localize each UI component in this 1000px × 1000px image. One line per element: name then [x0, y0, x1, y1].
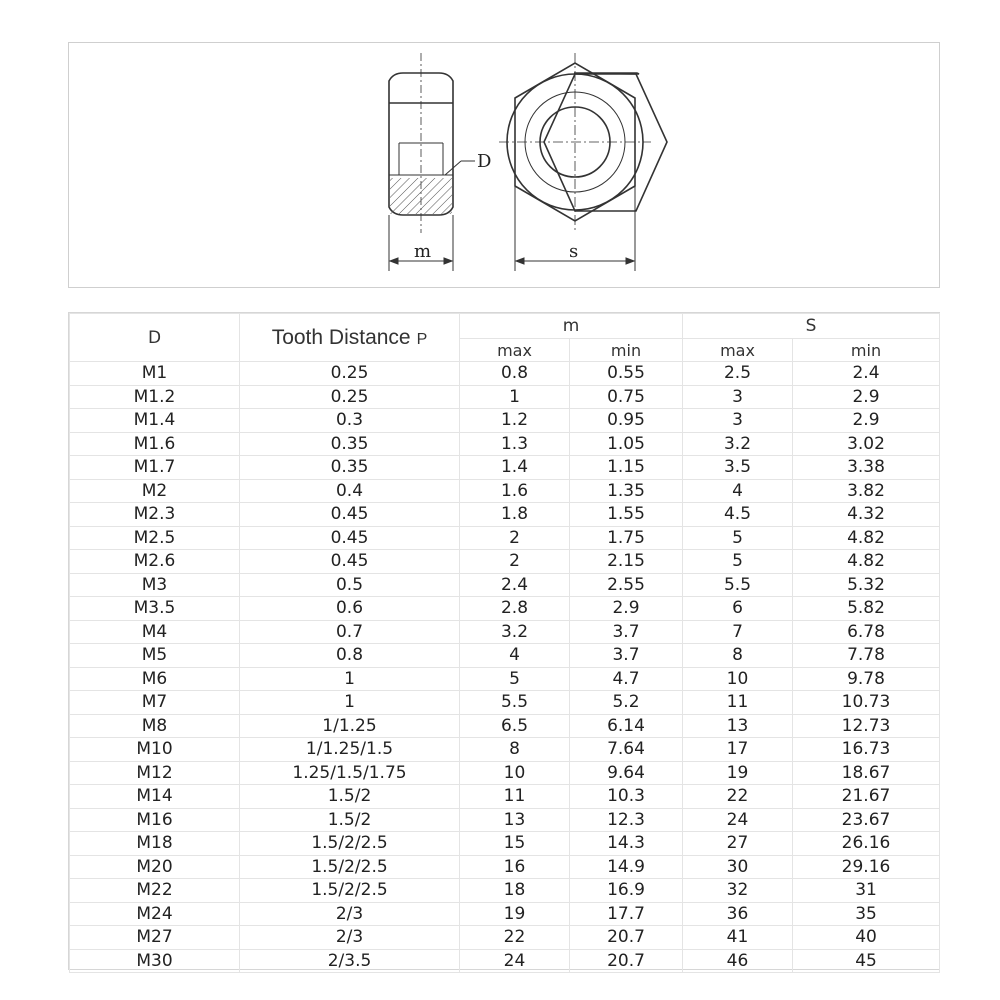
cell-s-min: 31 — [793, 879, 940, 903]
cell-m-max: 2.4 — [460, 573, 570, 597]
cell-s-min: 6.78 — [793, 620, 940, 644]
cell-m-max: 5 — [460, 667, 570, 691]
cell-s-min: 4.82 — [793, 550, 940, 574]
table-row — [70, 855, 940, 879]
cell-m-min: 9.64 — [570, 761, 683, 785]
cell-m-max: 1 — [460, 385, 570, 409]
cell-m-min: 14.9 — [570, 855, 683, 879]
cell-s-max: 10 — [683, 667, 793, 691]
cell-m-min: 7.64 — [570, 738, 683, 762]
cell-m-max: 1.6 — [460, 479, 570, 503]
cell-s-min: 12.73 — [793, 714, 940, 738]
cell-s-min: 2.9 — [793, 385, 940, 409]
hex-nut-technical-drawing — [69, 43, 941, 289]
cell-m-min: 1.05 — [570, 432, 683, 456]
cell-s-min: 10.73 — [793, 691, 940, 715]
cell-s-max: 3 — [683, 409, 793, 433]
nut-dimension-table — [69, 313, 940, 973]
cell-m-min: 20.7 — [570, 949, 683, 973]
cell-s-max: 22 — [683, 785, 793, 809]
cell-tooth-distance: 0.25 — [240, 385, 460, 409]
cell-s-max: 8 — [683, 644, 793, 668]
cell-m-min: 12.3 — [570, 808, 683, 832]
cell-tooth-distance: 1/1.25/1.5 — [240, 738, 460, 762]
cell-s-max: 27 — [683, 832, 793, 856]
cell-d: M2.5 — [70, 526, 240, 550]
table-row — [70, 714, 940, 738]
table-row — [70, 385, 940, 409]
cell-tooth-distance: 0.4 — [240, 479, 460, 503]
cell-m-max: 11 — [460, 785, 570, 809]
header-s-group: S — [683, 314, 940, 339]
cell-m-min: 0.55 — [570, 362, 683, 386]
cell-d: M1.2 — [70, 385, 240, 409]
cell-s-min: 9.78 — [793, 667, 940, 691]
cell-d: M24 — [70, 902, 240, 926]
cell-tooth-distance: 1.5/2 — [240, 808, 460, 832]
table-row — [70, 808, 940, 832]
cell-m-max: 1.8 — [460, 503, 570, 527]
cell-d: M4 — [70, 620, 240, 644]
cell-m-min: 4.7 — [570, 667, 683, 691]
table-row — [70, 456, 940, 480]
cell-d: M3.5 — [70, 597, 240, 621]
section-hatch — [390, 178, 452, 214]
cell-s-min: 18.67 — [793, 761, 940, 785]
cell-s-max: 11 — [683, 691, 793, 715]
cell-m-min: 3.7 — [570, 620, 683, 644]
cell-m-max: 0.8 — [460, 362, 570, 386]
table-row — [70, 526, 940, 550]
table-row — [70, 409, 940, 433]
cell-s-max: 2.5 — [683, 362, 793, 386]
cell-d: M1 — [70, 362, 240, 386]
cell-tooth-distance: 1.5/2 — [240, 785, 460, 809]
cell-s-max: 30 — [683, 855, 793, 879]
cell-s-max: 4 — [683, 479, 793, 503]
cell-s-max: 5 — [683, 526, 793, 550]
cell-tooth-distance: 0.45 — [240, 503, 460, 527]
cell-m-min: 3.7 — [570, 644, 683, 668]
cell-d: M27 — [70, 926, 240, 950]
hex-nut-drawing-panel — [68, 42, 940, 288]
cell-s-min: 21.67 — [793, 785, 940, 809]
cell-s-min: 35 — [793, 902, 940, 926]
cell-s-min: 26.16 — [793, 832, 940, 856]
table-row — [70, 620, 940, 644]
cell-m-max: 24 — [460, 949, 570, 973]
table-row — [70, 949, 940, 973]
cell-s-max: 5.5 — [683, 573, 793, 597]
cell-m-min: 0.95 — [570, 409, 683, 433]
header-d: D — [70, 314, 240, 362]
cell-s-min: 3.02 — [793, 432, 940, 456]
cell-d: M1.6 — [70, 432, 240, 456]
table-body — [70, 362, 940, 973]
cell-d: M10 — [70, 738, 240, 762]
cell-tooth-distance: 0.5 — [240, 573, 460, 597]
cell-tooth-distance: 2/3 — [240, 926, 460, 950]
cell-m-max: 1.4 — [460, 456, 570, 480]
cell-s-max: 36 — [683, 902, 793, 926]
cell-m-min: 16.9 — [570, 879, 683, 903]
cell-tooth-distance: 2/3.5 — [240, 949, 460, 973]
cell-s-max: 7 — [683, 620, 793, 644]
cell-s-max: 3.2 — [683, 432, 793, 456]
header-p: P — [416, 330, 428, 348]
cell-s-max: 19 — [683, 761, 793, 785]
cell-m-max: 15 — [460, 832, 570, 856]
cell-m-max: 2.8 — [460, 597, 570, 621]
cell-s-min: 2.9 — [793, 409, 940, 433]
cell-d: M2 — [70, 479, 240, 503]
cell-d: M22 — [70, 879, 240, 903]
cell-s-max: 17 — [683, 738, 793, 762]
cell-d: M18 — [70, 832, 240, 856]
cell-s-min: 5.32 — [793, 573, 940, 597]
nut-dimension-table-panel — [68, 312, 940, 970]
cell-s-max: 46 — [683, 949, 793, 973]
cell-tooth-distance: 0.45 — [240, 550, 460, 574]
cell-m-max: 8 — [460, 738, 570, 762]
cell-s-max: 6 — [683, 597, 793, 621]
table-row — [70, 432, 940, 456]
cell-tooth-distance: 1 — [240, 691, 460, 715]
cell-s-min: 3.38 — [793, 456, 940, 480]
cell-m-max: 6.5 — [460, 714, 570, 738]
label-m: m — [414, 241, 432, 262]
cell-m-min: 2.55 — [570, 573, 683, 597]
cell-tooth-distance: 0.35 — [240, 432, 460, 456]
header-s-min: min — [793, 339, 940, 362]
cell-d: M12 — [70, 761, 240, 785]
cell-m-max: 3.2 — [460, 620, 570, 644]
table-row — [70, 362, 940, 386]
center-lines — [499, 53, 651, 231]
cell-d: M8 — [70, 714, 240, 738]
cell-d: M16 — [70, 808, 240, 832]
cell-s-max: 32 — [683, 879, 793, 903]
cell-m-min: 1.55 — [570, 503, 683, 527]
cell-tooth-distance: 0.45 — [240, 526, 460, 550]
cell-m-max: 13 — [460, 808, 570, 832]
cell-tooth-distance: 0.8 — [240, 644, 460, 668]
table-row — [70, 879, 940, 903]
cell-m-max: 1.2 — [460, 409, 570, 433]
table-row — [70, 667, 940, 691]
cell-m-min: 17.7 — [570, 902, 683, 926]
table-row — [70, 926, 940, 950]
cell-s-min: 29.16 — [793, 855, 940, 879]
cell-m-min: 0.75 — [570, 385, 683, 409]
header-s-max: max — [683, 339, 793, 362]
cell-d: M5 — [70, 644, 240, 668]
cell-m-max: 2 — [460, 526, 570, 550]
cell-tooth-distance: 0.6 — [240, 597, 460, 621]
cell-s-min: 5.82 — [793, 597, 940, 621]
cell-s-min: 7.78 — [793, 644, 940, 668]
cell-m-min: 14.3 — [570, 832, 683, 856]
cell-m-max: 22 — [460, 926, 570, 950]
cell-d: M6 — [70, 667, 240, 691]
cell-m-max: 19 — [460, 902, 570, 926]
cell-d: M3 — [70, 573, 240, 597]
cell-d: M14 — [70, 785, 240, 809]
table-row — [70, 550, 940, 574]
label-d: D — [477, 151, 492, 172]
cell-s-max: 13 — [683, 714, 793, 738]
cell-m-min: 10.3 — [570, 785, 683, 809]
cell-m-max: 5.5 — [460, 691, 570, 715]
cell-s-min: 4.32 — [793, 503, 940, 527]
header-m-min: min — [570, 339, 683, 362]
cell-tooth-distance: 0.3 — [240, 409, 460, 433]
table-row — [70, 902, 940, 926]
cell-s-max: 4.5 — [683, 503, 793, 527]
cell-m-min: 2.15 — [570, 550, 683, 574]
cell-d: M20 — [70, 855, 240, 879]
table-row — [70, 597, 940, 621]
cell-s-min: 45 — [793, 949, 940, 973]
table-row — [70, 738, 940, 762]
cell-s-min: 23.67 — [793, 808, 940, 832]
cell-tooth-distance: 1.25/1.5/1.75 — [240, 761, 460, 785]
cell-s-max: 3.5 — [683, 456, 793, 480]
cell-s-min: 40 — [793, 926, 940, 950]
cell-d: M7 — [70, 691, 240, 715]
cell-d: M1.4 — [70, 409, 240, 433]
cell-s-max: 5 — [683, 550, 793, 574]
cell-m-min: 1.15 — [570, 456, 683, 480]
cell-s-max: 3 — [683, 385, 793, 409]
table-row — [70, 691, 940, 715]
label-s: s — [569, 241, 579, 262]
header-tooth-distance-label: Tooth Distance — [271, 325, 411, 349]
cell-m-min: 1.35 — [570, 479, 683, 503]
cell-s-min: 3.82 — [793, 479, 940, 503]
cell-tooth-distance: 1 — [240, 667, 460, 691]
header-m-max: max — [460, 339, 570, 362]
table-row — [70, 785, 940, 809]
cell-d: M2.3 — [70, 503, 240, 527]
cell-tooth-distance: 0.7 — [240, 620, 460, 644]
cell-tooth-distance: 0.25 — [240, 362, 460, 386]
cell-tooth-distance: 1/1.25 — [240, 714, 460, 738]
cell-s-max: 24 — [683, 808, 793, 832]
table-row — [70, 832, 940, 856]
table-row — [70, 479, 940, 503]
cell-d: M1.7 — [70, 456, 240, 480]
table-row — [70, 503, 940, 527]
d-leader-line — [445, 161, 475, 175]
cell-d: M2.6 — [70, 550, 240, 574]
cell-m-max: 10 — [460, 761, 570, 785]
cell-m-min: 20.7 — [570, 926, 683, 950]
cell-m-max: 18 — [460, 879, 570, 903]
cell-m-min: 6.14 — [570, 714, 683, 738]
cell-m-max: 2 — [460, 550, 570, 574]
table-row — [70, 573, 940, 597]
cell-m-max: 1.3 — [460, 432, 570, 456]
cell-tooth-distance: 0.35 — [240, 456, 460, 480]
cell-s-min: 2.4 — [793, 362, 940, 386]
cell-m-min: 1.75 — [570, 526, 683, 550]
cell-s-min: 4.82 — [793, 526, 940, 550]
table-row — [70, 761, 940, 785]
header-tooth-distance — [240, 314, 460, 362]
cell-d: M30 — [70, 949, 240, 973]
cell-m-max: 4 — [460, 644, 570, 668]
cell-tooth-distance: 1.5/2/2.5 — [240, 855, 460, 879]
cell-tooth-distance: 1.5/2/2.5 — [240, 879, 460, 903]
cell-m-max: 16 — [460, 855, 570, 879]
table-row — [70, 644, 940, 668]
cell-tooth-distance: 1.5/2/2.5 — [240, 832, 460, 856]
cell-s-min: 16.73 — [793, 738, 940, 762]
header-m-group: m — [460, 314, 683, 339]
cell-m-min: 5.2 — [570, 691, 683, 715]
cell-s-max: 41 — [683, 926, 793, 950]
cell-tooth-distance: 2/3 — [240, 902, 460, 926]
cell-m-min: 2.9 — [570, 597, 683, 621]
